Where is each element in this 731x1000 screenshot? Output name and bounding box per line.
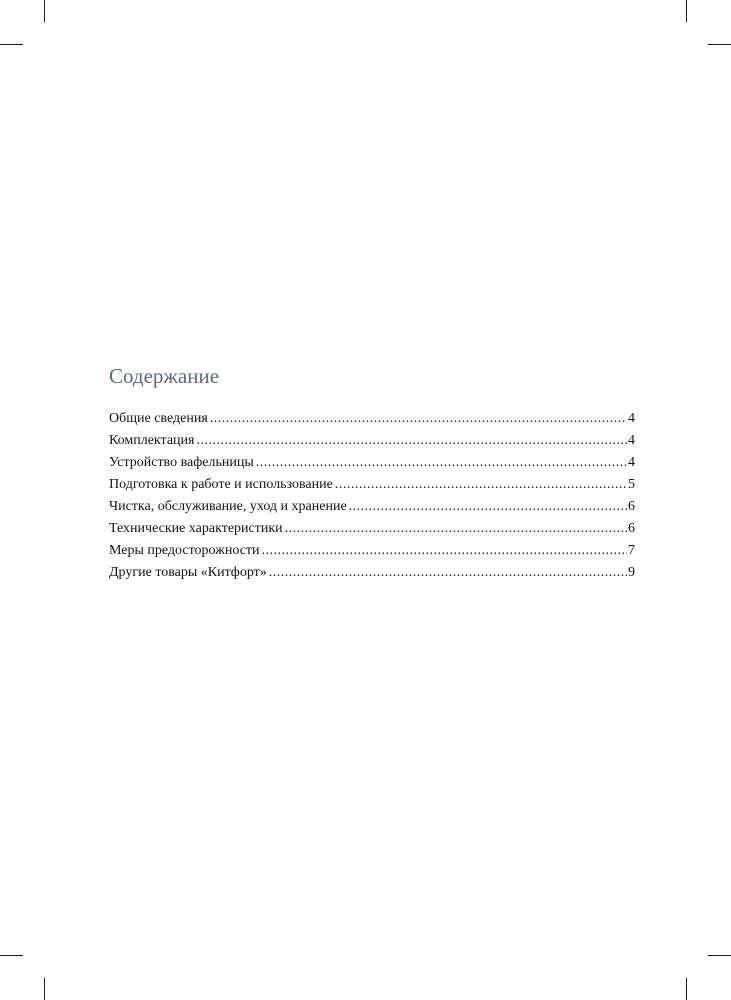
crop-mark-top-left-horizontal [0, 44, 23, 45]
toc-entry[interactable] [109, 565, 635, 587]
toc-entry-page: 6 [628, 499, 635, 514]
crop-mark-bottom-left-horizontal [0, 955, 23, 956]
crop-mark-top-left-vertical [44, 0, 45, 22]
toc-entry-label: Устройство вафельницы [109, 455, 254, 470]
toc-entry[interactable] [109, 433, 635, 455]
toc-entry-page: 9 [628, 565, 635, 580]
toc-entry-page: 4 [628, 433, 635, 448]
toc-list [109, 411, 635, 587]
toc-entry-label: Чистка, обслуживание, уход и хранение [109, 499, 347, 514]
toc-entry[interactable] [109, 543, 635, 565]
toc-entry[interactable] [109, 455, 635, 477]
toc-entry-label: Другие товары «Китфорт» [109, 565, 267, 580]
toc-entry[interactable] [109, 499, 635, 521]
toc-dot-leader [196, 433, 627, 449]
toc-entry-label: Комплектация [109, 433, 195, 448]
toc-entry[interactable] [109, 411, 635, 433]
toc-dot-leader [269, 565, 627, 581]
toc-entry-page: 7 [628, 543, 635, 558]
toc-entry-page: 4 [628, 411, 635, 426]
toc-dot-leader [210, 411, 627, 427]
toc-dot-leader [349, 499, 627, 515]
toc-entry-page: 5 [628, 477, 635, 492]
toc-entry-label: Подготовка к работе и использование [109, 477, 333, 492]
toc-entry-label: Общие сведения [109, 411, 208, 426]
crop-mark-bottom-left-vertical [44, 978, 45, 1000]
toc-dot-leader [335, 477, 627, 493]
crop-mark-top-right-vertical [686, 0, 687, 22]
toc-entry-label: Меры предосторожности [109, 543, 260, 558]
table-of-contents [109, 362, 635, 587]
crop-mark-bottom-right-horizontal [708, 955, 731, 956]
crop-mark-top-right-horizontal [708, 44, 731, 45]
toc-entry[interactable] [109, 521, 635, 543]
toc-entry-label: Технические характеристики [109, 521, 283, 536]
crop-mark-bottom-right-vertical [686, 978, 687, 1000]
toc-dot-leader [285, 521, 627, 537]
toc-title: Содержание [109, 364, 220, 388]
toc-dot-leader [256, 455, 627, 471]
toc-entry-page: 6 [628, 521, 635, 536]
toc-entry[interactable] [109, 477, 635, 499]
toc-entry-page: 4 [628, 455, 635, 470]
toc-dot-leader [262, 543, 627, 559]
